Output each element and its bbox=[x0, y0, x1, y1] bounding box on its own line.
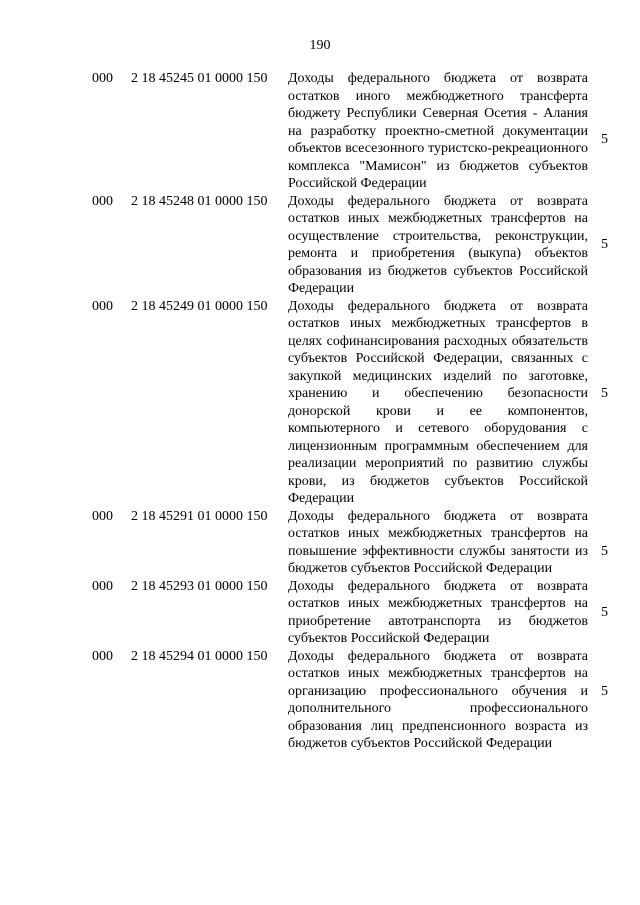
budget-classification-code: 2 18 45291 01 0000 150 bbox=[131, 508, 268, 524]
income-description: Доходы федерального бюджета от возврата остатков иных межбюджетных трансфертов в целях софинансирования расходных обязательств субъектов Российской Федерации, связанных с закупкой медицинских изделий по заготовке, хранению и обеспечению безопасности донорской крови и ее компонентов, компьютерного и сетевого оборудования с лицензионным программным обеспечением для реализации мероприятий по развитию службы крови, из бюджетов субъектов Российской Федерации bbox=[288, 298, 588, 506]
income-description: Доходы федерального бюджета от возврата остатков иных межбюджетных трансфертов на приобретение автотранспорта из бюджетов субъектов Российской Федерации bbox=[288, 578, 588, 646]
budget-classification-code: 2 18 45294 01 0000 150 bbox=[131, 648, 268, 664]
budget-classification-code: 2 18 45248 01 0000 150 bbox=[131, 193, 268, 209]
table-row bbox=[0, 648, 640, 753]
table-row bbox=[0, 578, 640, 648]
admin-code: 000 bbox=[92, 648, 113, 664]
budget-classification-code: 2 18 45293 01 0000 150 bbox=[131, 578, 268, 594]
table-row bbox=[0, 298, 640, 508]
table-row bbox=[0, 70, 640, 193]
income-description: Доходы федерального бюджета от возврата остатков иного межбюджетного трансферта бюджету Республики Северная Осетия - Алания на разработку проектно-сметной документации объектов всесезонного туристско-рекреационного комплекса "Мамисон" из бюджетов субъектов Российской Федерации bbox=[288, 71, 588, 191]
income-description: Доходы федерального бюджета от возврата остатков иных межбюджетных трансфертов на повышение эффективности службы занятости из бюджетов субъектов Российской Федерации bbox=[288, 508, 588, 576]
budget-table bbox=[0, 70, 640, 753]
amount-value: 5 bbox=[601, 543, 608, 559]
table-row bbox=[0, 508, 640, 578]
amount-value: 5 bbox=[601, 604, 608, 620]
income-description: Доходы федерального бюджета от возврата остатков иных межбюджетных трансфертов на организацию профессионального обучения и дополнительного профессионального образования лиц предпенсионного возраста из бюджетов субъектов Российской Федерации bbox=[288, 648, 588, 751]
page-number: 190 bbox=[309, 38, 331, 53]
income-description: Доходы федерального бюджета от возврата остатков иных межбюджетных трансфертов на осуществление строительства, реконструкции, ремонта и приобретения (выкупа) объектов образования из бюджетов субъектов Российской Федерации bbox=[288, 193, 588, 296]
budget-classification-code: 2 18 45249 01 0000 150 bbox=[131, 298, 268, 314]
table-row bbox=[0, 193, 640, 298]
admin-code: 000 bbox=[92, 298, 113, 314]
amount-value: 5 bbox=[601, 132, 608, 147]
amount-value: 5 bbox=[601, 236, 608, 252]
admin-code: 000 bbox=[92, 193, 113, 209]
admin-code: 000 bbox=[92, 578, 113, 594]
admin-code: 000 bbox=[92, 508, 113, 524]
budget-classification-code: 2 18 45245 01 0000 150 bbox=[131, 71, 268, 86]
admin-code: 000 bbox=[92, 71, 113, 86]
amount-value: 5 bbox=[601, 683, 608, 699]
amount-value: 5 bbox=[601, 385, 608, 401]
